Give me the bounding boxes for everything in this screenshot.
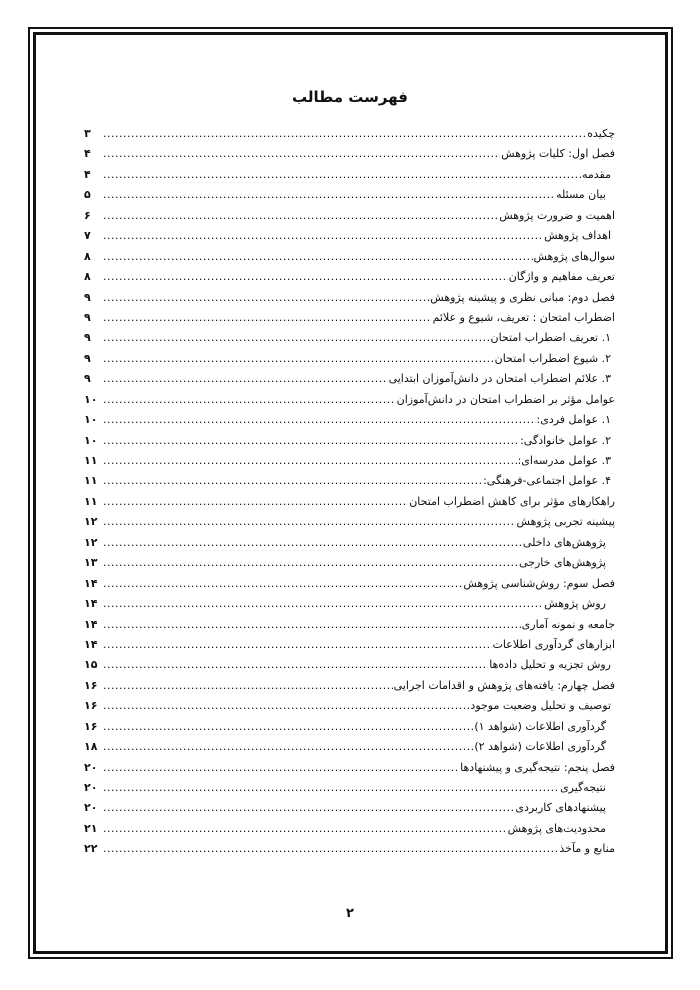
toc-entry-page: ۱۰: [84, 392, 98, 406]
toc-entry-page: ۹: [84, 372, 91, 386]
toc-entry-title: ۲. شیوع اضطراب امتحان: [494, 351, 611, 365]
toc-leader-dots: [103, 206, 498, 226]
toc-leader-dots: [103, 165, 581, 185]
toc-entry: [84, 615, 615, 635]
toc-entry-page: ۱۱: [84, 494, 98, 508]
toc-entry-title: ابزارهای گردآوری اطلاعات: [492, 637, 615, 651]
toc-leader-dots: [103, 349, 494, 369]
toc-entry: [84, 288, 615, 308]
toc-entry-page: ۴: [84, 167, 91, 181]
toc-entry-title: فصل اول: کلیات پژوهش: [501, 147, 615, 161]
toc-entry-title: اضطراب امتحان : تعریف، شیوع و علائم: [432, 310, 615, 324]
toc-entry: [84, 431, 615, 451]
toc-entry-title: ۱. تعریف اضطراب امتحان: [490, 331, 611, 345]
toc-entry-title: منابع و مآخذ: [559, 842, 615, 856]
toc-leader-dots: [103, 308, 432, 328]
toc-leader-dots: [103, 226, 543, 246]
toc-entry-page: ۱۶: [84, 719, 98, 733]
toc-entry-title: فصل پنجم: نتیجه‌گیری و پیشنهادها: [460, 760, 615, 774]
toc-entry-title: ۱. عوامل فردی:: [536, 413, 611, 427]
toc-entry-title: تعریف مفاهیم و واژگان: [508, 270, 615, 284]
toc-entry: [84, 308, 615, 328]
toc-leader-dots: [103, 288, 429, 308]
toc-entry: [84, 717, 615, 737]
toc-entry-title: پیشنهادهای کاربردی: [515, 801, 606, 815]
toc-entry: [84, 328, 615, 348]
toc-leader-dots: [103, 574, 462, 594]
toc-entry-title: راهکارهای مؤثر برای کاهش اضطراب امتحان: [409, 494, 615, 508]
toc-entry-page: ۱۲: [84, 535, 98, 549]
toc-entry-title: گردآوری اطلاعات (شواهد ۲): [474, 740, 606, 754]
toc-entry-page: ۶: [84, 208, 91, 222]
toc-entry-page: ۱۱: [84, 474, 98, 488]
toc-entry-page: ۱۴: [84, 617, 98, 631]
toc-entry-title: اهمیت و ضرورت پژوهش: [499, 208, 615, 222]
toc-leader-dots: [103, 594, 543, 614]
toc-leader-dots: [103, 696, 469, 716]
toc-entry-page: ۹: [84, 331, 91, 345]
toc-entry: [84, 778, 615, 798]
toc-entry-title: پیشینه تجربی پژوهش: [516, 515, 615, 529]
toc-entry-title: محدودیت‌های پژوهش: [507, 821, 606, 835]
toc-entry-page: ۱۶: [84, 699, 98, 713]
toc-entry-page: ۱۴: [84, 576, 98, 590]
toc-entry: [84, 471, 615, 491]
toc-leader-dots: [103, 410, 536, 430]
toc-entry-title: ۳. عوامل مدرسه‌ای:: [517, 454, 611, 467]
toc-entry-title: توصیف و تحلیل وضعیت موجود: [470, 699, 611, 713]
toc-entry: [84, 655, 615, 675]
toc-entry-title: اهداف پژوهش: [544, 229, 611, 243]
toc-leader-dots: [103, 328, 490, 348]
toc-leader-dots: [103, 124, 586, 144]
toc-entry-page: ۱۰: [84, 413, 98, 427]
toc-leader-dots: [103, 778, 559, 798]
toc-entry-page: ۲۲: [84, 842, 98, 856]
toc-entry-page: ۹: [84, 290, 91, 304]
page-title: فهرست مطالب: [292, 88, 408, 106]
toc-leader-dots: [103, 247, 533, 267]
toc-entry-page: ۷: [84, 229, 91, 243]
toc-leader-dots: [103, 492, 408, 512]
toc-entry-title: سوال‌های پژوهش: [533, 249, 615, 263]
toc-entry: [84, 247, 615, 267]
toc-entry: [84, 553, 615, 573]
toc-entry-page: ۱۳: [84, 556, 98, 570]
toc-entry-page: ۲۰: [84, 801, 98, 815]
toc-entry-title: فصل سوم: روش‌شناسی پژوهش: [463, 576, 615, 590]
toc-entry-title: ۳. علائم اضطراب امتحان در دانش‌آموزان ابتدایی: [388, 372, 611, 386]
toc-entry: [84, 533, 615, 553]
toc-leader-dots: [103, 267, 508, 287]
toc-entry-page: ۲۰: [84, 760, 98, 774]
toc-leader-dots: [103, 185, 555, 205]
toc-entry-title: پژوهش‌های خارجی: [519, 556, 606, 570]
toc-leader-dots: [103, 655, 488, 675]
toc-entry-title: گردآوری اطلاعات (شواهد ۱): [474, 719, 606, 733]
toc-leader-dots: [103, 737, 473, 757]
toc-entry: [84, 635, 615, 655]
toc-entry: [84, 267, 615, 287]
toc-leader-dots: [103, 369, 388, 389]
toc-entry-title: فصل دوم: مبانی نظری و پیشینه پژوهش: [430, 290, 615, 304]
toc-leader-dots: [103, 553, 518, 573]
toc-entry: [84, 206, 615, 226]
toc-leader-dots: [103, 676, 393, 696]
toc-leader-dots: [103, 512, 516, 532]
toc-entry: [84, 144, 615, 164]
toc-entry: [84, 758, 615, 778]
toc-entry: [84, 185, 615, 205]
toc-leader-dots: [103, 758, 459, 778]
toc-leader-dots: [103, 717, 473, 737]
toc-entry-title: روش پژوهش: [544, 597, 606, 611]
toc-entry-title: نتیجه‌گیری: [560, 781, 606, 794]
toc-entry-page: ۹: [84, 351, 91, 365]
toc-entry: [84, 819, 615, 839]
toc-entry-page: ۱۴: [84, 637, 98, 651]
toc-entry-page: ۱۲: [84, 515, 98, 529]
table-of-contents: [84, 124, 615, 860]
toc-entry: [84, 390, 615, 410]
toc-entry-title: چکیده: [587, 127, 615, 140]
toc-leader-dots: [103, 533, 522, 553]
toc-entry: [84, 696, 615, 716]
toc-entry-title: مقدمه: [581, 167, 611, 181]
toc-entry: [84, 737, 615, 757]
toc-leader-dots: [103, 635, 492, 655]
toc-leader-dots: [103, 431, 519, 451]
toc-entry-page: ۳: [84, 127, 91, 140]
toc-entry: [84, 798, 615, 818]
toc-entry: [84, 369, 615, 389]
toc-entry-page: ۱۴: [84, 597, 98, 611]
toc-entry-page: ۵: [84, 188, 91, 202]
toc-entry: [84, 512, 615, 532]
toc-entry: [84, 349, 615, 369]
toc-entry-page: ۲۱: [84, 821, 98, 835]
toc-entry-page: ۱۵: [84, 658, 98, 672]
toc-entry-title: جامعه و نمونه آماری: [521, 617, 615, 631]
toc-entry: [84, 839, 615, 859]
toc-entry: [84, 676, 615, 696]
toc-entry: [84, 124, 615, 144]
toc-leader-dots: [103, 451, 517, 471]
toc-leader-dots: [103, 144, 500, 164]
toc-entry-title: روش تجزیه و تحلیل داده‌ها: [489, 658, 611, 672]
toc-entry-page: ۸: [84, 270, 91, 284]
toc-leader-dots: [103, 615, 521, 635]
toc-entry: [84, 594, 615, 614]
toc-leader-dots: [103, 798, 514, 818]
toc-entry: [84, 492, 615, 512]
toc-entry: [84, 165, 615, 185]
toc-entry-title: ۲. عوامل خانوادگی:: [520, 433, 611, 447]
toc-entry: [84, 410, 615, 430]
toc-leader-dots: [103, 839, 558, 859]
toc-entry-page: ۹: [84, 310, 91, 324]
toc-entry-page: ۱۱: [84, 454, 98, 467]
toc-leader-dots: [103, 819, 507, 839]
toc-leader-dots: [103, 390, 396, 410]
toc-entry-page: ۱۶: [84, 678, 98, 692]
toc-entry-page: ۱۸: [84, 740, 98, 754]
toc-entry-page: ۱۰: [84, 433, 98, 447]
toc-entry-title: پژوهش‌های داخلی: [522, 535, 606, 549]
page-number: ۲: [346, 906, 354, 921]
toc-entry: [84, 226, 615, 246]
toc-entry-page: ۴: [84, 147, 91, 161]
toc-entry-page: ۲۰: [84, 781, 98, 794]
toc-entry-title: ۴. عوامل اجتماعی-فرهنگی:: [483, 474, 611, 488]
toc-entry: [84, 574, 615, 594]
toc-entry-page: ۸: [84, 249, 91, 263]
toc-leader-dots: [103, 471, 482, 491]
toc-entry-title: فصل چهارم: یافته‌های پژوهش و اقدامات اجرایی: [393, 678, 615, 692]
toc-entry-title: عوامل مؤثر بر اضطراب امتحان در دانش‌آموزان: [396, 392, 615, 406]
toc-entry: [84, 451, 615, 471]
toc-entry-title: بیان مسئله: [556, 188, 606, 202]
